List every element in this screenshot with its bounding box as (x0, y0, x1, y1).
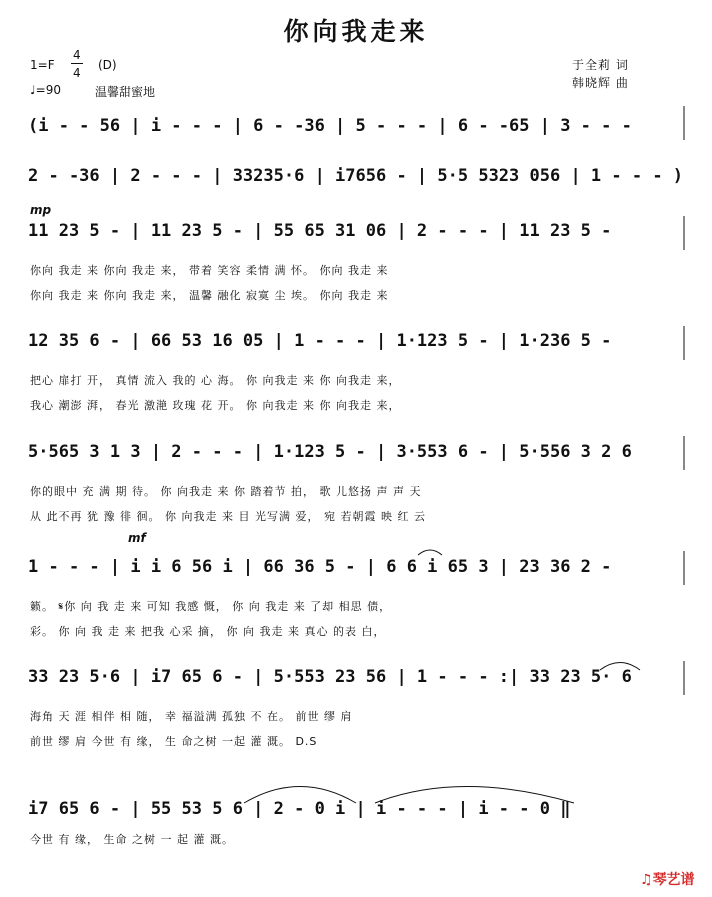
score-row-5: 5·565 3 1 3 | 2 - - - | 1·123 5 - | 3·553 6 - | 5·556 3 2 6 (28, 442, 632, 462)
lyrics-row-4-verse-1: 把心 扉打 开， 真情 流入 我的 心 海。 你 向我走 来 你 向我走 来， (30, 374, 401, 387)
lyrics-row-5-verse-1: 你的眼中 充 满 期 待。 你 向我走 来 你 踏着节 拍， 歌 儿悠扬 声 声 天 (30, 485, 422, 498)
lyrics-row-3-verse-1: 你向 我走 来 你向 我走 来， 带着 笑容 柔情 满 怀。 你向 我走 来 (30, 264, 389, 277)
score-row-2: 2 - -36 | 2 - - - | 33235·6 | i7656 - | 5·5 5323 056 | 1 - - - ) (28, 166, 684, 186)
composer-credit: 韩晓辉 曲 (572, 76, 629, 90)
piano-icon: ♫ (640, 872, 653, 888)
lyrics-row-3-verse-2: 你向 我走 来 你向 我走 来， 温馨 融化 寂寞 尘 埃。 你向 我走 来 (30, 289, 389, 302)
tempo-mark: ♩=90 (30, 83, 61, 97)
page-title: 你向我走来 (283, 17, 429, 46)
mood-mark: 温馨甜蜜地 (95, 85, 156, 99)
dynamic-mf: mf (128, 531, 146, 545)
score-row-6: 1 - - - | i i 6 56 i | 66 36 5 - | 6 6 i 65 3 | 23 36 2 - (28, 557, 612, 577)
lyrics-row-6-verse-1: 籁。 𝄋你 向 我 走 来 可知 我感 慨， 你 向 我走 来 了却 相思 债， (30, 600, 392, 613)
score-row-7: 33 23 5·6 | i7 65 6 - | 5·553 23 56 | 1 - - - :| 33 23 5· 6 (28, 667, 632, 687)
lyrics-row-7-verse-1: 海角 天 涯 相伴 相 随， 幸 福溢满 孤独 不 在。 前世 缪 肩 (30, 710, 353, 723)
lyrics-row-7-verse-2: 前世 缪 肩 今世 有 缘， 生 命之树 一起 灌 溉。 D.S (30, 735, 318, 748)
score-row-8: i7 65 6 - | 55 53 5 6 | 2 - 0 i | i - - - | i - - 0 ‖ (28, 799, 571, 819)
key-signature: 1=F (30, 58, 55, 72)
slur-arc (418, 550, 442, 555)
time-signature-top: 4 (73, 48, 81, 62)
lyrics-row-6-verse-2: 彩。 你 向 我 走 来 把我 心采 摘， 你 向 我走 来 真心 的表 白， (30, 625, 386, 638)
lyrics-row-5-verse-2: 从 此不再 犹 豫 徘 徊。 你 向我走 来 目 光写满 爱， 宛 若朝霞 映 红 云 (30, 510, 426, 523)
lyricist-credit: 于全莉 词 (572, 58, 629, 72)
time-signature-bottom: 4 (73, 66, 81, 80)
score-row-4: 12 35 6 - | 66 53 16 05 | 1 - - - | 1·123 5 - | 1·236 5 - (28, 331, 612, 351)
slur-arc (375, 787, 574, 804)
dynamic-mp: mp (30, 203, 52, 217)
score-row-3: 11 23 5 - | 11 23 5 - | 55 65 31 06 | 2 - - - | 11 23 5 - (28, 221, 612, 241)
key-paren: (D) (98, 58, 117, 72)
slur-arc (244, 787, 356, 804)
slur-arc (600, 663, 640, 671)
score-row-1: (i - - 56 | i - - - | 6 - -36 | 5 - - - | 6 - -65 | 3 - - - (28, 116, 632, 136)
lyrics-row-8-verse-1: 今世 有 缘， 生命 之树 一 起 灌 溉。 (30, 833, 234, 846)
lyrics-row-4-verse-2: 我心 潮澎 湃， 春光 激滟 玫瑰 花 开。 你 向我走 来 你 向我走 来， (30, 399, 401, 412)
watermark-logo: ♫琴艺谱 (640, 872, 695, 888)
